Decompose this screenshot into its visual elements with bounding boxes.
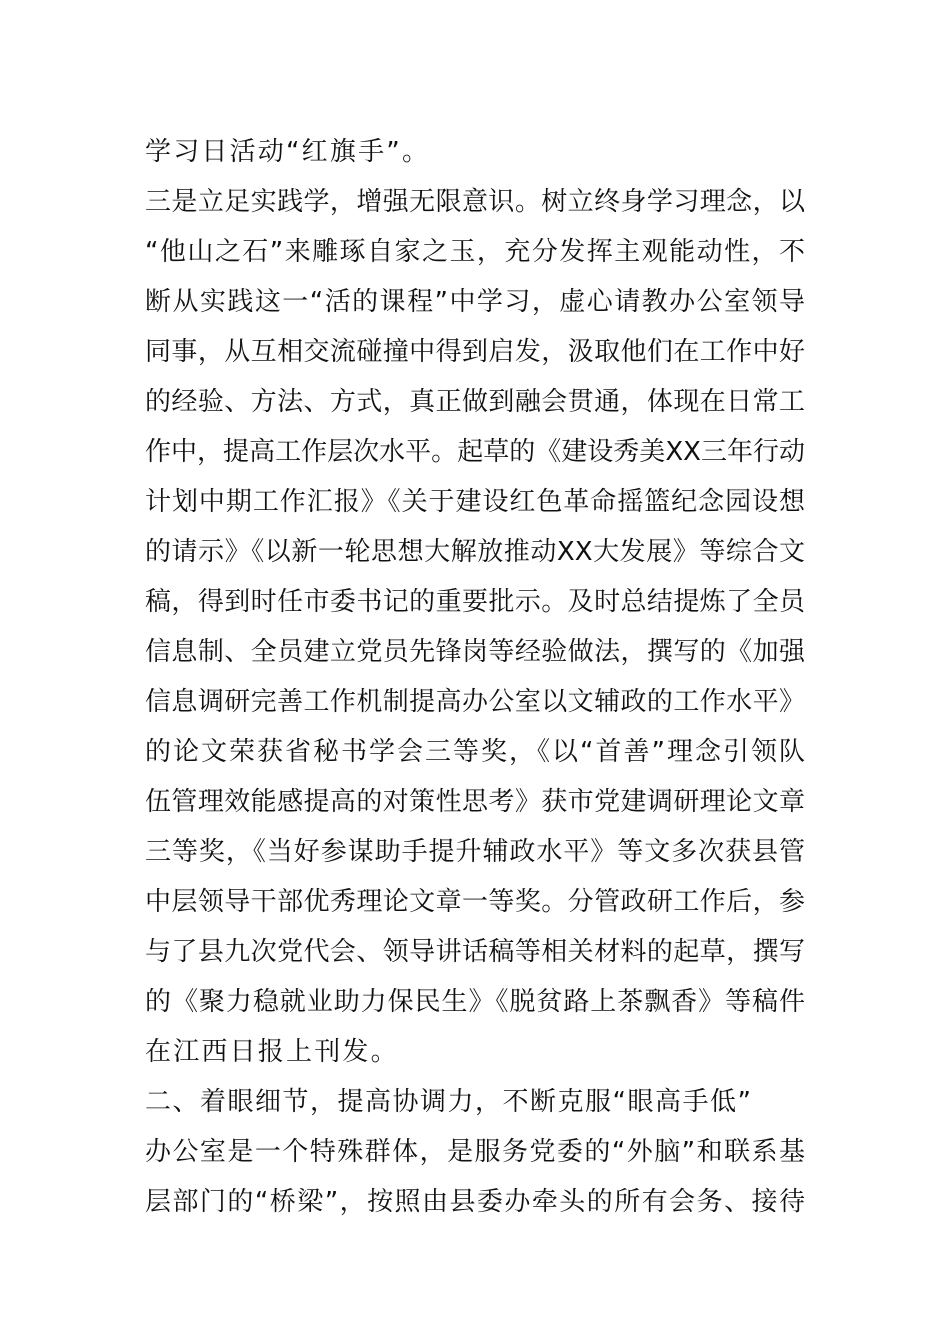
paragraph-line: 的论文荣获省秘书学会三等奖，《以“首善”理念引领队 bbox=[145, 737, 805, 767]
paragraph-line: 与了县九次党代会、领导讲话稿等相关材料的起草，撰写 bbox=[145, 937, 805, 967]
paragraph-line: 断从实践这一“活的课程”中学习，虚心请教办公室领导 bbox=[145, 287, 805, 317]
paragraph-line: 的请示》《以新一轮思想大解放推动XX大发展》等综合文 bbox=[145, 537, 805, 567]
paragraph-line: “他山之石”来雕琢自家之玉，充分发挥主观能动性，不 bbox=[145, 237, 805, 267]
paragraph-line: 同事，从互相交流碰撞中得到启发，汲取他们在工作中好 bbox=[145, 337, 805, 367]
paragraph-line: 作中，提高工作层次水平。起草的《建设秀美XX三年行动 bbox=[145, 437, 805, 467]
paragraph-line: 学习日活动“红旗手”。 bbox=[145, 137, 431, 167]
paragraph-line: 办公室是一个特殊群体，是服务党委的“外脑”和联系基 bbox=[145, 1137, 805, 1167]
paragraph-line: 伍管理效能感提高的对策性思考》获市党建调研理论文章 bbox=[145, 787, 805, 817]
paragraph-line: 三是立足实践学，增强无限意识。树立终身学习理念，以 bbox=[145, 187, 805, 217]
section-heading: 二、着眼细节，提高协调力，不断克服“眼高手低” bbox=[145, 1087, 753, 1117]
paragraph-line: 信息调研完善工作机制提高办公室以文辅政的工作水平》 bbox=[145, 687, 805, 717]
paragraph-line: 信息制、全员建立党员先锋岗等经验做法，撰写的《加强 bbox=[145, 637, 805, 667]
paragraph-line: 的经验、方法、方式，真正做到融会贯通，体现在日常工 bbox=[145, 387, 805, 417]
paragraph-line: 层部门的“桥梁”，按照由县委办牵头的所有会务、接待 bbox=[145, 1187, 805, 1217]
paragraph-line: 中层领导干部优秀理论文章一等奖。分管政研工作后，参 bbox=[145, 887, 805, 917]
paragraph-line: 稿，得到时任市委书记的重要批示。及时总结提炼了全员 bbox=[145, 587, 805, 617]
paragraph-line: 三等奖，《当好参谋助手提升辅政水平》等文多次获县管 bbox=[145, 837, 805, 867]
paragraph-line: 计划中期工作汇报》《关于建设红色革命摇篮纪念园设想 bbox=[145, 487, 805, 517]
paragraph-line: 的《聚力稳就业助力保民生》《脱贫路上茶飘香》等稿件 bbox=[145, 987, 805, 1017]
paragraph-line: 在江西日报上刊发。 bbox=[145, 1037, 399, 1067]
